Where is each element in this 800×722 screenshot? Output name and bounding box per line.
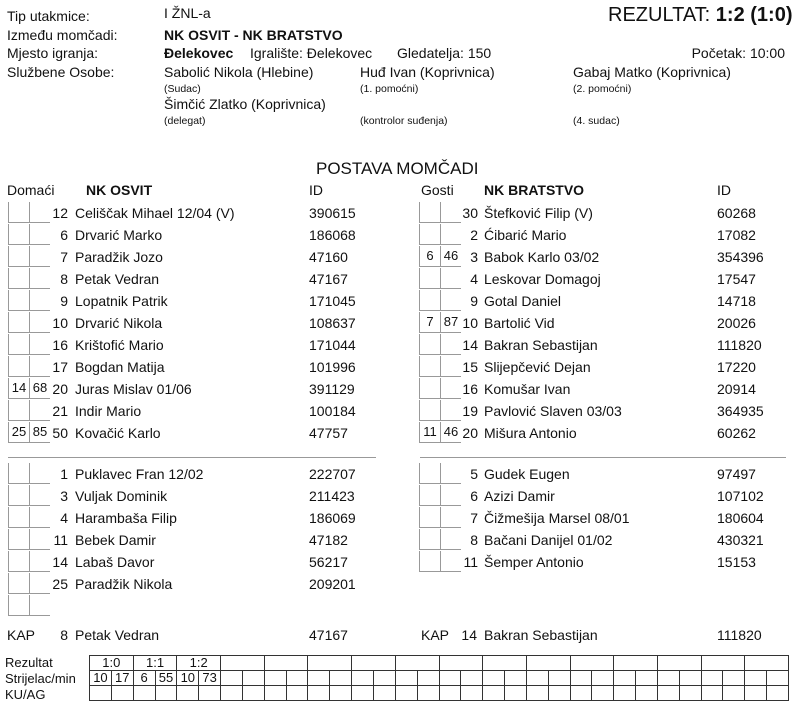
scorer-cell	[745, 671, 767, 686]
player-id: 20914	[717, 381, 756, 397]
kuag-cell	[679, 686, 701, 701]
player-name: Bebek Damir	[75, 532, 156, 548]
kuag-cell	[570, 686, 592, 701]
score-cell	[526, 656, 570, 671]
score-cell	[264, 656, 308, 671]
player-id: 47757	[309, 425, 348, 441]
results-row-labels	[5, 655, 76, 703]
official-name: Gabaj Matko (Koprivnica)	[573, 64, 731, 80]
scorer-cell	[439, 671, 461, 686]
away-team-name: NK BRATSTVO	[484, 182, 585, 198]
player-name: Vuljak Dominik	[75, 488, 168, 504]
scorer-cell	[330, 671, 352, 686]
scorer-cell	[242, 671, 264, 686]
player-number: 19	[462, 403, 478, 419]
tip-value: I ŽNL-a	[164, 5, 211, 21]
player-id: 101996	[309, 359, 356, 375]
player-name: Indir Mario	[75, 403, 142, 419]
scorer-cell	[701, 671, 723, 686]
scorer-cell: 17	[111, 671, 133, 686]
kuag-cell	[614, 686, 636, 701]
kuag-cell	[155, 686, 177, 701]
rezultat-value: 1:2 (1:0)	[715, 4, 793, 26]
kuag-cell	[526, 686, 548, 701]
player-id: 111820	[717, 337, 762, 353]
player-number: 14	[52, 554, 68, 570]
player-id: 47160	[309, 249, 348, 265]
home-kap-id: 47167	[309, 627, 348, 643]
kuag-cell	[548, 686, 570, 701]
results-row	[90, 671, 789, 686]
player-name: Lopatnik Patrik	[75, 293, 168, 309]
player-number: 21	[52, 403, 68, 419]
player-id: 430321	[717, 532, 764, 548]
player-id: 211423	[309, 488, 355, 504]
player-number: 11	[463, 554, 478, 570]
player-name: Labaš Davor	[75, 554, 155, 570]
card-box	[419, 529, 440, 550]
away-kap-label: KAP	[421, 627, 450, 643]
kuag-cell	[330, 686, 352, 701]
official-role: (kontrolor suđenja)	[360, 115, 448, 127]
player-number: 8	[60, 271, 68, 287]
player-name: Štefković Filip (V)	[484, 205, 593, 221]
card-box	[419, 551, 440, 572]
scorer-cell	[570, 671, 592, 686]
score-cell	[701, 656, 745, 671]
kuag-cell	[90, 686, 112, 701]
player-number: 11	[53, 532, 68, 548]
player-id: 209201	[309, 576, 356, 592]
izmedu-label: Između momčadi:	[7, 27, 118, 43]
card-box	[8, 595, 29, 616]
player-id: 354396	[717, 249, 764, 265]
kuag-cell	[483, 686, 505, 701]
kuag-cell	[636, 686, 658, 701]
score-cell	[439, 656, 483, 671]
scorer-cell	[723, 671, 745, 686]
home-side-label: Domaći	[7, 182, 55, 198]
scorer-cell	[548, 671, 570, 686]
player-id: 391129	[309, 381, 355, 397]
score-cell	[570, 656, 614, 671]
scorer-cell: 55	[155, 671, 177, 686]
scorer-cell	[657, 671, 679, 686]
official-role: (2. pomoćni)	[573, 83, 632, 95]
scorer-cell	[308, 671, 330, 686]
player-id: 20026	[717, 315, 756, 331]
player-number: 10	[52, 315, 68, 331]
scorer-cell: 10	[90, 671, 112, 686]
score-cell	[308, 656, 352, 671]
score-cell	[483, 656, 527, 671]
kuag-cell	[745, 686, 767, 701]
scorer-cell	[526, 671, 548, 686]
kuag-cell	[657, 686, 679, 701]
score-cell	[657, 656, 701, 671]
away-id-header: ID	[717, 182, 731, 198]
scorer-cell	[395, 671, 417, 686]
score-cell	[614, 656, 658, 671]
kuag-cell	[723, 686, 745, 701]
home-kap-num: 8	[60, 627, 68, 643]
player-id: 390615	[309, 205, 356, 221]
kuag-cell	[592, 686, 614, 701]
card-box	[8, 268, 29, 289]
player-name: Bartolić Vid	[484, 315, 555, 331]
card-box: 7	[419, 312, 440, 333]
scorer-cell	[679, 671, 701, 686]
card-box	[8, 224, 29, 245]
player-number: 3	[60, 488, 68, 504]
player-name: Drvarić Nikola	[75, 315, 163, 331]
gledatelja: Gledatelja: 150	[397, 45, 492, 61]
igraliste: Igralište: Đelekovec	[250, 45, 373, 61]
player-name: Bogdan Matija	[75, 359, 165, 375]
player-name: Krištofić Mario	[75, 337, 164, 353]
score-cell	[395, 656, 439, 671]
player-number: 5	[470, 466, 478, 482]
player-number: 9	[60, 293, 68, 309]
card-box	[8, 463, 29, 484]
results-label: Strijelac/min	[5, 671, 76, 686]
scorer-cell	[483, 671, 505, 686]
card-box	[419, 334, 440, 355]
official-role: (delegat)	[164, 115, 206, 127]
card-box	[419, 356, 440, 377]
sluzbene-label: Službene Osobe:	[7, 64, 115, 80]
home-team-name: NK OSVIT	[86, 182, 153, 198]
kuag-cell	[308, 686, 330, 701]
results-label: KU/AG	[5, 687, 46, 702]
player-name: Babok Karlo 03/02	[484, 249, 600, 265]
official-role: (4. sudac)	[573, 115, 620, 127]
player-number: 3	[470, 249, 478, 265]
player-number: 4	[470, 271, 478, 287]
player-id: 56217	[309, 554, 348, 570]
card-box	[8, 312, 29, 333]
player-number: 8	[470, 532, 478, 548]
player-id: 180604	[717, 510, 764, 526]
kuag-cell	[199, 686, 221, 701]
scorer-cell	[505, 671, 527, 686]
player-number: 9	[470, 293, 478, 309]
card-box	[8, 290, 29, 311]
score-cell	[352, 656, 396, 671]
player-number: 17	[52, 359, 68, 375]
kuag-cell	[461, 686, 483, 701]
card-box: 14	[8, 378, 29, 399]
score-cell: 1:0	[90, 656, 134, 671]
player-name: Gudek Eugen	[484, 466, 570, 482]
card-box	[8, 246, 29, 267]
results-label: Rezultat	[5, 655, 53, 670]
away-kap-name: Bakran Sebastijan	[484, 627, 598, 643]
player-number: 16	[52, 337, 68, 353]
rezultat-label: REZULTAT:	[608, 4, 711, 26]
kuag-cell	[373, 686, 395, 701]
official-role: (1. pomoćni)	[360, 83, 419, 95]
lineup-title: POSTAVA MOMČADI	[316, 159, 479, 178]
kuag-cell	[242, 686, 264, 701]
player-name: Leskovar Domagoj	[484, 271, 601, 287]
player-number: 50	[52, 425, 68, 441]
player-id: 108637	[309, 315, 356, 331]
player-id: 171044	[309, 337, 356, 353]
minute-box: 46	[440, 422, 461, 443]
minute-box: 46	[440, 246, 461, 267]
player-number: 16	[462, 381, 478, 397]
kuag-cell	[701, 686, 723, 701]
card-box	[419, 400, 440, 421]
card-box	[8, 551, 29, 572]
player-id: 14718	[717, 293, 756, 309]
kuag-cell	[505, 686, 527, 701]
player-name: Celiščak Mihael 12/04 (V)	[75, 205, 235, 221]
score-cell	[745, 656, 789, 671]
player-id: 97497	[717, 466, 756, 482]
kuag-cell	[286, 686, 308, 701]
player-id: 100184	[309, 403, 356, 419]
card-box	[8, 400, 29, 421]
score-cell: 1:2	[177, 656, 221, 671]
card-box	[419, 290, 440, 311]
scorer-cell	[417, 671, 439, 686]
pocetak: Početak: 10:00	[691, 45, 785, 61]
player-number: 6	[470, 488, 478, 504]
card-box	[419, 224, 440, 245]
scorer-cell: 73	[199, 671, 221, 686]
player-id: 17082	[717, 227, 756, 243]
tip-label: Tip utakmice:	[7, 8, 90, 24]
player-id: 60262	[717, 425, 756, 441]
player-name: Petak Vedran	[75, 271, 160, 287]
official-name: Sabolić Nikola (Hlebine)	[164, 64, 314, 80]
scorer-cell: 10	[177, 671, 199, 686]
player-number: 2	[470, 227, 478, 243]
player-number: 14	[462, 337, 478, 353]
card-box	[419, 463, 440, 484]
card-box	[419, 202, 440, 223]
card-box	[8, 507, 29, 528]
kuag-cell	[111, 686, 133, 701]
kuag-cell	[133, 686, 155, 701]
player-name: Azizi Damir	[484, 488, 555, 504]
player-number: 7	[60, 249, 68, 265]
official-role: (Sudac)	[164, 83, 201, 95]
scorer-cell	[373, 671, 395, 686]
player-name: Kovačić Karlo	[75, 425, 161, 441]
card-box	[8, 334, 29, 355]
rezultat	[608, 4, 793, 27]
official-name: Huđ Ivan (Koprivnica)	[360, 64, 495, 80]
mjesto-label: Mjesto igranja:	[7, 45, 99, 61]
home-divider	[8, 457, 376, 458]
player-name: Paradžik Jozo	[75, 249, 163, 265]
scorer-cell	[592, 671, 614, 686]
scorer-cell	[767, 671, 789, 686]
player-id: 60268	[717, 205, 756, 221]
kuag-cell	[439, 686, 461, 701]
player-number: 15	[462, 359, 478, 375]
card-box	[8, 573, 29, 594]
official-name: Šimčić Zlatko (Koprivnica)	[164, 96, 326, 112]
player-id: 171045	[309, 293, 356, 309]
kuag-cell	[352, 686, 374, 701]
card-box: 11	[419, 422, 440, 443]
player-name: Pavlović Slaven 03/03	[484, 403, 622, 419]
player-number: 7	[470, 510, 478, 526]
player-id: 17547	[717, 271, 756, 287]
player-name: Slijepčević Dejan	[484, 359, 591, 375]
player-name: Drvarić Marko	[75, 227, 163, 243]
player-number: 1	[60, 466, 68, 482]
results-table	[89, 655, 789, 701]
away-divider	[420, 457, 786, 458]
mjesto-value: Đelekovec	[164, 45, 234, 61]
card-box	[8, 202, 29, 223]
kuag-cell	[395, 686, 417, 701]
player-id: 222707	[309, 466, 356, 482]
scorer-cell	[264, 671, 286, 686]
home-kap-name: Petak Vedran	[75, 627, 160, 643]
player-number: 4	[60, 510, 68, 526]
player-number: 20	[52, 381, 68, 397]
player-number: 30	[462, 205, 478, 221]
results-row	[90, 656, 789, 671]
player-id: 186068	[309, 227, 356, 243]
player-name: Komušar Ivan	[484, 381, 571, 397]
kuag-cell	[767, 686, 789, 701]
match-teams: NK OSVIT - NK BRATSTVO	[164, 27, 343, 43]
player-id: 186069	[309, 510, 356, 526]
player-name: Harambaša Filip	[75, 510, 177, 526]
kuag-cell	[177, 686, 199, 701]
player-number: 6	[60, 227, 68, 243]
away-kap-num: 14	[461, 627, 477, 643]
player-name: Paradžik Nikola	[75, 576, 173, 592]
card-box	[8, 356, 29, 377]
player-name: Šemper Antonio	[484, 554, 584, 570]
scorer-cell	[221, 671, 243, 686]
home-kap-label: KAP	[7, 627, 36, 643]
results-row	[90, 686, 789, 701]
scorer-cell	[636, 671, 658, 686]
card-box	[419, 268, 440, 289]
player-name: Puklavec Fran 12/02	[75, 466, 204, 482]
scorer-cell	[614, 671, 636, 686]
scorer-cell	[286, 671, 308, 686]
player-id: 17220	[717, 359, 756, 375]
score-cell	[221, 656, 265, 671]
minute-box: 87	[440, 312, 461, 333]
player-name: Bakran Sebastijan	[484, 337, 598, 353]
away-side-label: Gosti	[421, 182, 454, 198]
card-box	[8, 529, 29, 550]
scorer-cell	[461, 671, 483, 686]
card-box: 6	[419, 246, 440, 267]
player-id: 364935	[717, 403, 764, 419]
minute-box	[29, 595, 50, 616]
minute-box: 85	[29, 422, 50, 443]
card-box: 25	[8, 422, 29, 443]
player-id: 47167	[309, 271, 348, 287]
player-name: Čižmešija Marsel 08/01	[484, 510, 630, 526]
score-cell: 1:1	[133, 656, 177, 671]
player-name: Bačani Danijel 01/02	[484, 532, 613, 548]
card-box	[419, 507, 440, 528]
player-id: 107102	[717, 488, 764, 504]
player-number: 12	[52, 205, 68, 221]
home-id-header: ID	[309, 182, 323, 198]
card-box	[8, 485, 29, 506]
kuag-cell	[221, 686, 243, 701]
card-box	[419, 378, 440, 399]
player-id: 47182	[309, 532, 348, 548]
scorer-cell	[352, 671, 374, 686]
scorer-cell: 6	[133, 671, 155, 686]
card-box	[419, 485, 440, 506]
player-name: Gotal Daniel	[484, 293, 562, 309]
kuag-cell	[264, 686, 286, 701]
away-kap-id: 111820	[717, 627, 762, 643]
player-id: 15153	[717, 554, 756, 570]
player-name: Mišura Antonio	[484, 425, 577, 441]
minute-box: 68	[29, 378, 50, 399]
player-name: Ćibarić Mario	[484, 227, 567, 243]
player-name: Juras Mislav 01/06	[75, 381, 192, 397]
player-number: 25	[52, 576, 68, 592]
player-number: 10	[462, 315, 478, 331]
player-number: 20	[462, 425, 478, 441]
kuag-cell	[417, 686, 439, 701]
